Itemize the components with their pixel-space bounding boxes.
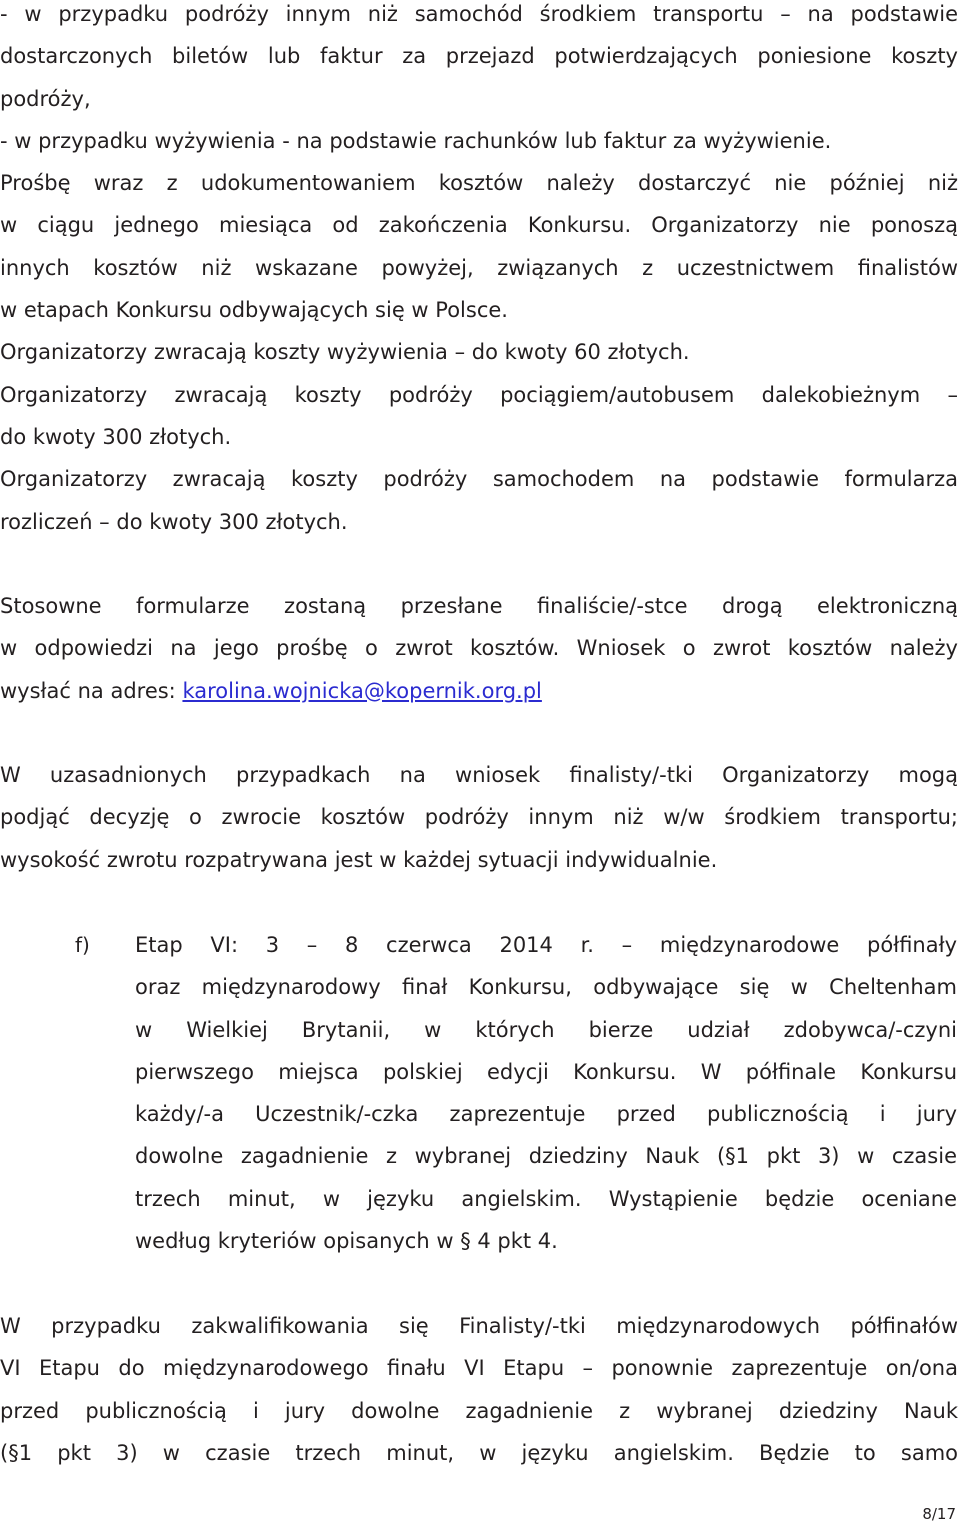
text-line: VI Etapu do międzynarodowego finału VI Etapu – ponownie zaprezentuje on/ona (0, 1356, 958, 1381)
text-line: Stosowne formularze zostaną przesłane finaliście/-stce drogą elektroniczną (0, 594, 958, 618)
text-line: według kryteriów opisanych w § 4 pkt 4. (135, 1229, 558, 1254)
text-line: (§1 pkt 3) w czasie trzech minut, w języku angielskim. Będzie to samo (0, 1440, 958, 1465)
text-line: dostarczonych biletów lub faktur za przejazd potwierdzających poniesione koszty (0, 44, 958, 69)
text-line: w Wielkiej Brytanii, w których bierze udział zdobywca/-czyni (135, 1017, 957, 1042)
text-line (0, 670, 958, 712)
text-line: Prośbę wraz z udokumentowaniem kosztów należy dostarczyć nie później niż (0, 171, 958, 196)
text-line: przed publicznością i jury dowolne zagadnienie z wybranej dziedziny Nauk (0, 1398, 958, 1423)
text-line: oraz międzynarodowy finał Konkursu, odbywające się w Cheltenham (135, 975, 957, 1000)
justified-cases-paragraph (0, 754, 958, 881)
forms-paragraph (0, 585, 958, 712)
text-line: pierwszego miejsca polskiej edycji Konkursu. W półfinale Konkursu (135, 1059, 957, 1084)
text-line: Organizatorzy zwracają koszty podróży samochodem na podstawie formularza (0, 467, 958, 492)
text-line: trzech minut, w języku angielskim. Wystąpienie będzie oceniane (135, 1186, 957, 1211)
text-line: wysokość zwrotu rozpatrywana jest w każdej sytuacji indywidualnie. (0, 847, 718, 872)
text-line: w ciągu jednego miesiąca od zakończenia Konkursu. Organizatorzy nie ponoszą (0, 213, 958, 238)
list-item-label: f) (75, 933, 90, 957)
text-line: - w przypadku podróży innym niż samochód środkiem transportu – na podstawie (0, 2, 958, 26)
text-line: innych kosztów niż wskazane powyżej, związanych z uczestnictwem finalistów (0, 255, 958, 280)
page-number: 8/17 (922, 1505, 956, 1523)
text-line: W uzasadnionych przypadkach na wniosek finalisty/-tki Organizatorzy mogą (0, 763, 958, 787)
list-item-body (135, 924, 957, 1262)
text-line: Etap VI: 3 – 8 czerwca 2014 r. – międzynarodowe półfinały (135, 933, 957, 957)
text-line: każdy/-a Uczestnik/-czka zaprezentuje przed publicznością i jury (135, 1102, 957, 1127)
text-line: do kwoty 300 złotych. (0, 424, 232, 449)
text-line: podróży, (0, 86, 91, 111)
text-line: dowolne zagadnienie z wybranej dziedziny Nauk (§1 pkt 3) w czasie (135, 1144, 957, 1169)
text-line: podjąć decyzję o zwrocie kosztów podróży innym niż w/w środkiem transportu; (0, 805, 958, 830)
text-line: w etapach Konkursu odbywających się w Polsce. (0, 298, 508, 323)
international-final-paragraph (0, 1305, 958, 1474)
text-line: W przypadku zakwalifikowania się Finalisty/-tki międzynarodowych półfinałów (0, 1314, 958, 1338)
text-line: Organizatorzy zwracają koszty podróży pociągiem/autobusem dalekobieżnym – (0, 382, 958, 407)
text-line: Organizatorzy zwracają koszty wyżywienia – do kwoty 60 złotych. (0, 340, 690, 365)
text-line: - w przypadku wyżywienia - na podstawie rachunków lub faktur za wyżywienie. (0, 128, 832, 153)
text-line: w odpowiedzi na jego prośbę o zwrot kosztów. Wniosek o zwrot kosztów należy (0, 636, 958, 661)
reimbursement-rules-paragraph (0, 0, 958, 543)
text-line: rozliczeń – do kwoty 300 złotych. (0, 509, 348, 534)
address-prefix: wysłać na adres: (0, 678, 183, 703)
email-link[interactable]: karolina.wojnicka@kopernik.org.pl (182, 678, 542, 703)
